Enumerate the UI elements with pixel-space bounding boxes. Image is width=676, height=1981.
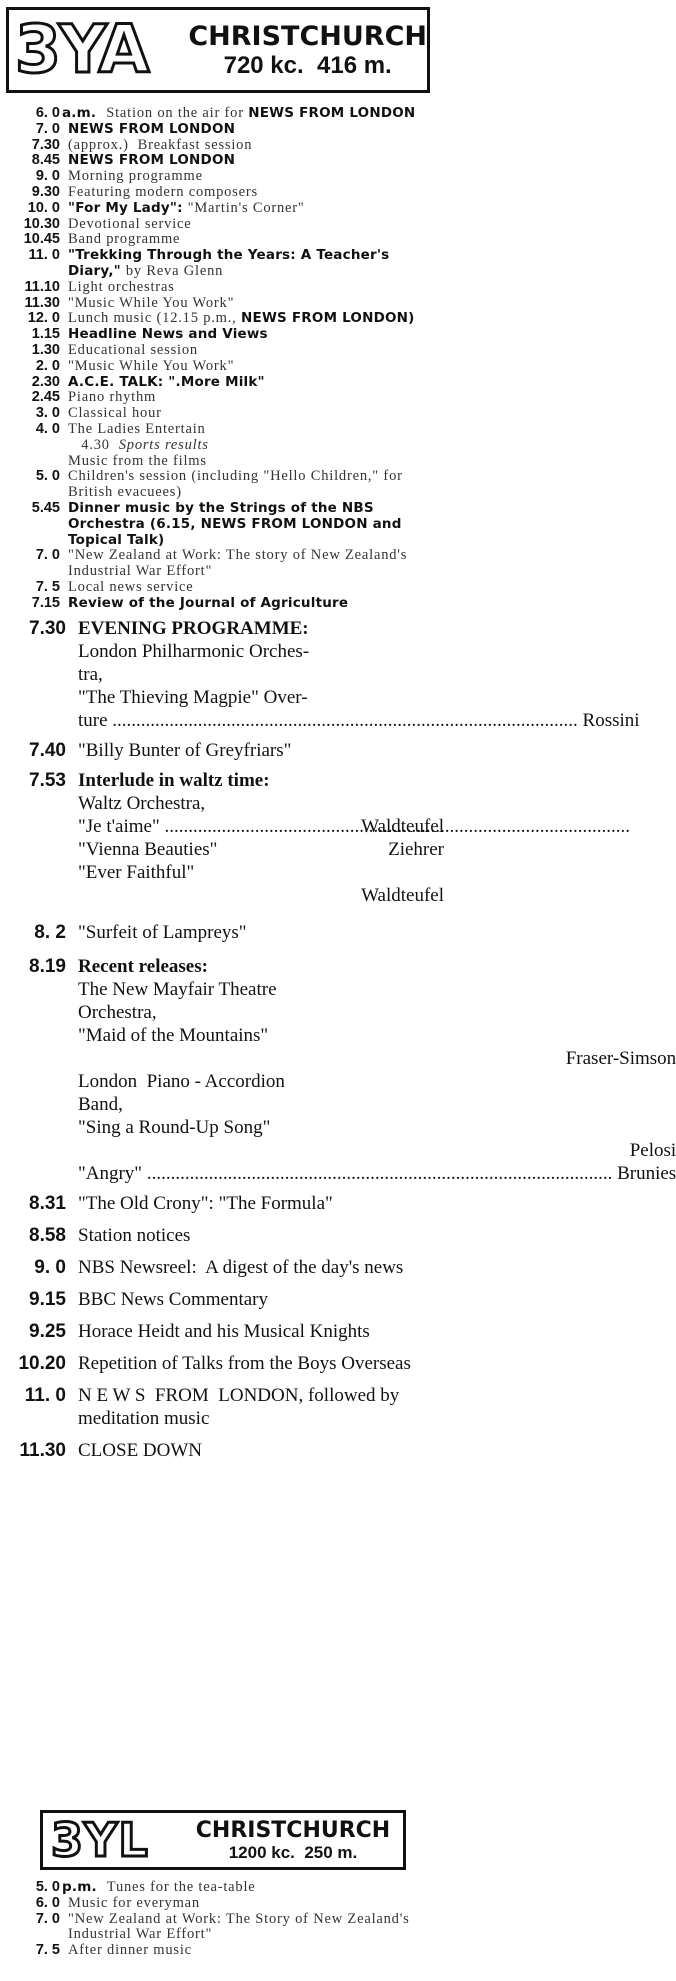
- entry-heading: CLOSE DOWN: [78, 1440, 203, 1461]
- entry-segment: Review of the Journal of Agriculture: [68, 594, 349, 611]
- entry-text: [68, 343, 444, 359]
- entry-time: 9. 0: [35, 168, 60, 185]
- entry-text: [68, 201, 444, 217]
- entry-time: 10. 0: [27, 199, 60, 216]
- entry-line: "Vienna Beauties" Ziehrer: [78, 839, 444, 860]
- entry-heading: EVENING PROGRAMME:: [78, 618, 309, 639]
- call-sign-logo: 3YA: [15, 11, 148, 88]
- station-city: CHRISTCHURCH: [195, 1817, 391, 1843]
- entry-time: 12. 0: [27, 310, 60, 327]
- schedule-entry: [4, 1439, 444, 1462]
- entry-line: Band,: [78, 1094, 123, 1115]
- schedule-entry: [4, 359, 444, 375]
- entry-text: [68, 327, 444, 343]
- schedule-entry: [4, 248, 444, 280]
- entry-time: 9.15: [29, 1289, 66, 1310]
- schedule-entry: [4, 280, 444, 296]
- schedule-entry: [4, 106, 444, 122]
- entry-time: 7. 0: [35, 1910, 60, 1927]
- entry-text: [68, 406, 444, 422]
- entry-segment: "For My Lady":: [68, 199, 188, 216]
- entry-time: 6. 0: [35, 1894, 60, 1911]
- entry-text: [68, 232, 444, 248]
- entry-text: [78, 769, 444, 907]
- schedule-entry: [4, 153, 444, 169]
- schedule-entry: [4, 422, 444, 438]
- entry-time: 1.30: [31, 341, 60, 358]
- station-frequency: 1200 kc. 250 m.: [228, 1842, 358, 1862]
- schedule-entry: [4, 122, 444, 138]
- schedule-entry: [4, 955, 676, 1185]
- entry-line: Waltz Orchestra,: [78, 793, 206, 814]
- entry-line: London Philharmonic Orches-: [78, 641, 310, 662]
- entry-time: 11. 0: [24, 1385, 66, 1406]
- entry-text: [68, 1912, 444, 1944]
- schedule-entry: [4, 1896, 444, 1912]
- schedule-entry: [4, 201, 444, 217]
- entry-line: London Piano - Accordion: [78, 1071, 285, 1092]
- entry-line: "Maid of the Mountains": [78, 1025, 269, 1046]
- schedule-entry: [4, 617, 640, 732]
- entry-segment: Piano rhythm: [68, 389, 157, 406]
- entry-text: [68, 185, 444, 201]
- entry-segment: Children's session (including "Hello Children," for British evacuees): [68, 468, 408, 501]
- entry-time: 11.30: [19, 1440, 66, 1461]
- call-sign-logo: 3YL: [51, 1813, 149, 1867]
- schedule-entry: [4, 739, 444, 762]
- entry-line: "Sing a Round-Up Song": [78, 1117, 271, 1138]
- entry-segment: Music for everyman: [68, 1894, 200, 1911]
- schedule-entry: [4, 501, 444, 548]
- entry-ampm: p.m.: [62, 1879, 97, 1895]
- entry-time: 7. 5: [35, 578, 60, 595]
- entry-text: [68, 1943, 444, 1959]
- entry-line: Waldteufel: [361, 885, 444, 906]
- schedule-entry: [4, 1384, 444, 1430]
- schedule-entry: [4, 1192, 444, 1215]
- entry-heading: "Surfeit of Lampreys": [78, 922, 247, 943]
- entry-segment: NEWS FROM LONDON): [241, 310, 415, 327]
- entry-time: 8.19: [29, 956, 66, 977]
- schedule-entry: [4, 1880, 444, 1896]
- 3yl-schedule: [4, 1880, 444, 1959]
- entry-text: [68, 501, 444, 548]
- schedule-entry: [4, 469, 444, 501]
- entry-segment: A.C.E. TALK: ".More Milk": [68, 373, 265, 390]
- entry-time: 8.31: [29, 1193, 66, 1214]
- entry-segment: "Music While You Work": [68, 357, 235, 374]
- entry-text: [68, 248, 444, 280]
- schedule-entry: [4, 390, 444, 406]
- entry-text: [68, 153, 444, 169]
- entry-segment: Local news service: [68, 578, 194, 595]
- entry-time: 11. 0: [28, 247, 60, 264]
- schedule-entry: [4, 769, 444, 907]
- entry-time: 7. 0: [35, 120, 60, 137]
- entry-segment: by Reva Glenn: [125, 262, 224, 279]
- entry-segment: Lunch music (12.15 p.m.,: [68, 310, 242, 327]
- entry-time: 2. 0: [35, 357, 60, 374]
- entry-time: 1.15: [31, 326, 60, 343]
- entry-time: 10.30: [23, 215, 60, 232]
- schedule-entry: [4, 375, 444, 391]
- entry-heading: N E W S FROM LONDON, followed by meditation music: [78, 1385, 404, 1429]
- entry-time: 7.15: [31, 594, 60, 611]
- entry-line: Pelosi: [629, 1140, 676, 1161]
- entry-time: 6. 0: [35, 105, 60, 121]
- entry-segment: "New Zealand at Work: The Story of New Zealand's Industrial War Effort": [68, 1910, 415, 1943]
- entry-text: [68, 311, 444, 327]
- entry-text: [68, 454, 444, 470]
- entry-time: 11.10: [24, 278, 60, 295]
- entry-text: [78, 955, 676, 1185]
- entry-line: tra,: [78, 664, 103, 685]
- station-city: CHRISTCHURCH: [188, 20, 427, 52]
- entry-heading: Station notices: [78, 1225, 191, 1246]
- entry-segment: "Martin's Corner": [187, 199, 305, 216]
- entry-text: [68, 280, 444, 296]
- entry-segment: 4.30: [68, 436, 119, 453]
- entry-text: [62, 1879, 444, 1896]
- entry-line: The New Mayfair Theatre: [78, 979, 277, 1000]
- entry-time: 5. 0: [35, 468, 60, 485]
- entry-time: 10.45: [23, 231, 60, 248]
- entry-time: 2.45: [31, 389, 60, 406]
- entry-time: 2.30: [31, 373, 60, 390]
- entry-segment: (approx.) Breakfast session: [68, 136, 253, 153]
- entry-line: "Ever Faithful": [78, 862, 195, 883]
- schedule-entry: [4, 1912, 444, 1944]
- entry-segment: Educational session: [68, 341, 198, 358]
- morning-schedule: [4, 106, 444, 612]
- schedule-entry: [4, 296, 444, 312]
- entry-text: [62, 105, 444, 122]
- entry-text: [68, 596, 444, 612]
- entry-time: 7. 5: [35, 1942, 60, 1959]
- entry-segment: Classical hour: [68, 405, 162, 422]
- entry-text: [68, 217, 444, 233]
- entry-time: 4. 0: [35, 420, 60, 437]
- entry-heading: Recent releases:: [78, 956, 208, 977]
- entry-time: 10.20: [18, 1353, 66, 1374]
- station-header-3ya: [6, 7, 430, 93]
- entry-heading: NBS Newsreel: A digest of the day's news: [78, 1257, 404, 1278]
- entry-text: [78, 617, 640, 732]
- entry-heading: BBC News Commentary: [78, 1289, 268, 1310]
- schedule-entry: [4, 343, 444, 359]
- station-info: [188, 21, 427, 80]
- entry-line: "Angry" ..... Brunies: [78, 1162, 676, 1185]
- entry-segment: Band programme: [68, 231, 181, 248]
- station-frequency: 720 kc. 416 m.: [223, 51, 392, 79]
- entry-time: 8. 2: [34, 922, 66, 943]
- entry-text: [68, 375, 444, 391]
- entry-time: 7.40: [29, 740, 66, 761]
- entry-segment: Tunes for the tea-table: [106, 1879, 256, 1895]
- entry-segment: "New Zealand at Work: The story of New Zealand's Industrial War Effort": [68, 547, 412, 580]
- entry-text: [68, 359, 444, 375]
- entry-text: [68, 122, 444, 138]
- schedule-entry: [4, 138, 444, 154]
- entry-time: 5.45: [31, 499, 60, 516]
- entry-segment: Music from the films: [68, 452, 207, 469]
- entry-text: [68, 390, 444, 406]
- entry-segment: Light orchestras: [68, 278, 175, 295]
- entry-line: "Je t'aime" ..... Waldteufel: [78, 815, 444, 838]
- entry-time: 8.45: [31, 152, 60, 169]
- entry-time: 9. 0: [34, 1257, 66, 1278]
- entry-time: 9.30: [31, 183, 60, 200]
- entry-line: Orchestra,: [78, 1002, 157, 1023]
- entry-text: [68, 422, 444, 438]
- entry-time: 7.30: [31, 136, 60, 153]
- entry-segment: Headline News and Views: [68, 326, 268, 343]
- entry-time: 3. 0: [35, 405, 60, 422]
- entry-time: 7.53: [29, 770, 66, 791]
- entry-segment: NEWS FROM LONDON: [68, 120, 236, 137]
- schedule-entry: [4, 454, 444, 470]
- entry-ampm: a.m.: [62, 105, 97, 121]
- entry-heading: "Billy Bunter of Greyfriars": [78, 740, 292, 761]
- schedule-entry: [4, 406, 444, 422]
- schedule-entry: [4, 185, 444, 201]
- evening-schedule: [4, 617, 676, 1462]
- entry-time: 7.30: [29, 618, 66, 639]
- schedule-entry: [4, 1256, 444, 1279]
- entry-heading: Interlude in waltz time:: [78, 770, 270, 791]
- entry-text: [68, 296, 444, 312]
- schedule-entry: [4, 217, 444, 233]
- entry-segment: NEWS FROM LONDON: [68, 152, 236, 169]
- entry-text: [68, 1896, 444, 1912]
- entry-segment: "Trekking Through the Years: A Teacher's Diary,": [68, 247, 395, 279]
- entry-time: 11.30: [24, 294, 60, 311]
- entry-segment: "Music While You Work": [68, 294, 235, 311]
- schedule-entry: [4, 169, 444, 185]
- entry-time: 5. 0: [35, 1879, 60, 1895]
- schedule-entry: [4, 921, 444, 944]
- entry-heading: Horace Heidt and his Musical Knights: [78, 1321, 370, 1342]
- entry-segment: Morning programme: [68, 168, 203, 185]
- entry-line: ture ..... Rossini: [78, 709, 640, 732]
- entry-time: 7. 0: [35, 547, 60, 564]
- entry-text: [68, 438, 444, 454]
- entry-text: [68, 548, 444, 580]
- entry-line: "The Thieving Magpie" Over-: [78, 687, 308, 708]
- entry-text: [68, 169, 444, 185]
- entry-line: Fraser-Simson: [565, 1048, 676, 1069]
- schedule-entry: [4, 1320, 444, 1343]
- schedule-entry: [4, 580, 444, 596]
- station-header-3yl: [40, 1810, 406, 1870]
- schedule-entry: [4, 232, 444, 248]
- entry-segment: NEWS FROM LONDON: [248, 105, 416, 121]
- entry-time: 8.58: [29, 1225, 66, 1246]
- entry-segment: The Ladies Entertain: [68, 420, 206, 437]
- schedule-entry: [4, 548, 444, 580]
- schedule-entry: [4, 438, 444, 454]
- entry-text: [68, 469, 444, 501]
- schedule-entry: [4, 1224, 444, 1247]
- schedule-entry: [4, 1288, 444, 1311]
- entry-text: [68, 580, 444, 596]
- station-info: [183, 1818, 403, 1863]
- entry-heading: Repetition of Talks from the Boys Overseas: [78, 1353, 411, 1374]
- entry-text: [68, 138, 444, 154]
- entry-time: 9.25: [29, 1321, 66, 1342]
- schedule-entry: [4, 311, 444, 327]
- schedule-entry: [4, 596, 444, 612]
- entry-segment: Devotional service: [68, 215, 192, 232]
- entry-segment: Featuring modern composers: [68, 183, 258, 200]
- schedule-entry: [4, 1943, 444, 1959]
- entry-segment: Dinner music by the Strings of the NBS Orchestra (6.15, NEWS FROM LONDON and Topical Talk): [68, 499, 407, 548]
- entry-segment: Sports results: [118, 436, 209, 453]
- entry-segment: Station on the air for: [106, 105, 249, 121]
- entry-heading: "The Old Crony": "The Formula": [78, 1193, 333, 1214]
- schedule-entry: [4, 1352, 444, 1375]
- schedule-entry: [4, 327, 444, 343]
- entry-segment: After dinner music: [68, 1942, 192, 1959]
